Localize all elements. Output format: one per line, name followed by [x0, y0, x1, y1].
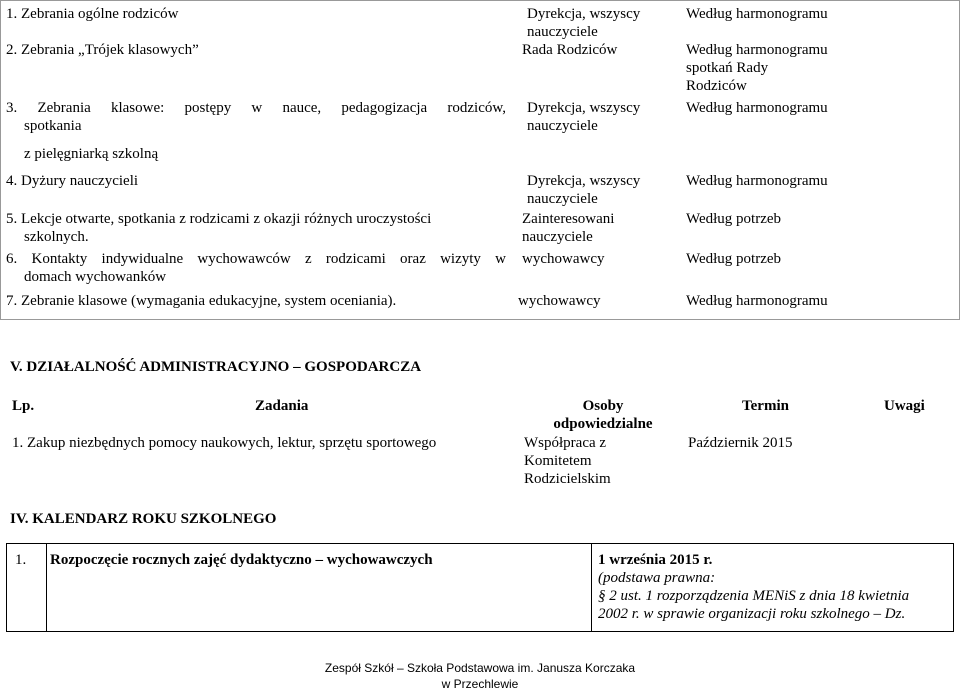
- table-row-7-term: Według harmonogramu: [686, 293, 828, 309]
- table-row-2-task: 2. Zebrania „Trójek klasowych”: [6, 42, 199, 58]
- table-row-6-term: Według potrzeb: [686, 251, 782, 267]
- table-row-3-task: 3. Zebrania klasowe: postępy w nauce, pedagogizacja rodziców,: [6, 100, 506, 116]
- footer-line-1: Zespół Szkół – Szkoła Podstawowa im. Janusza Korczaka: [324, 661, 636, 675]
- section-iv-heading: IV. KALENDARZ ROKU SZKOLNEGO: [10, 511, 277, 527]
- table-row-2-term-3: Rodziców: [686, 78, 747, 94]
- table-border-bottom: [0, 319, 960, 320]
- column-header-term: Termin: [742, 398, 789, 414]
- column-header-responsible: [528, 397, 678, 433]
- table-row-4-resp: Dyrekcja, wszyscy: [527, 173, 641, 189]
- table-row-2-term: Według harmonogramu: [686, 42, 828, 58]
- table-row-4-resp-2: nauczyciele: [527, 191, 598, 207]
- calendar-border-left: [6, 543, 7, 632]
- column-header-responsible-line-1: Osoby: [582, 398, 624, 414]
- table-row-1-resp: Dyrekcja, wszyscy: [527, 6, 641, 22]
- column-header-lp: Lp.: [12, 398, 35, 414]
- footer-line-2: w Przechlewie: [441, 677, 519, 691]
- calendar-row-event: Rozpoczęcie rocznych zajęć dydaktyczno – wychowawczych: [50, 552, 433, 568]
- table-row-6-task: 6. Kontakty indywidualne wychowawców z rodzicami oraz wizyty w: [6, 251, 506, 267]
- calendar-border-bottom: [6, 631, 954, 632]
- table-row-term: Październik 2015: [688, 435, 793, 451]
- calendar-row-note-1: (podstawa prawna:: [598, 570, 716, 586]
- table-row-5-task: 5. Lekcje otwarte, spotkania z rodzicami z okazji różnych uroczystości: [6, 211, 432, 227]
- table-row-3-term: Według harmonogramu: [686, 100, 828, 116]
- table-row-7-task: 7. Zebranie klasowe (wymagania edukacyjne, system oceniania).: [6, 293, 397, 309]
- table-row-4-term: Według harmonogramu: [686, 173, 828, 189]
- table-row-6-task-2: domach wychowanków: [24, 269, 167, 285]
- calendar-row-date: 1 września 2015 r.: [598, 552, 713, 568]
- table-row-3-resp: Dyrekcja, wszyscy: [527, 100, 641, 116]
- column-header-tasks: Zadania: [255, 398, 309, 414]
- table-row-task: 1. Zakup niezbędnych pomocy naukowych, lektur, sprzętu sportowego: [12, 435, 437, 451]
- table-row-4-task: 4. Dyżury nauczycieli: [6, 173, 139, 189]
- calendar-row-note-3: 2002 r. w sprawie organizacji roku szkolnego – Dz.: [598, 606, 906, 622]
- calendar-column-divider-2: [591, 543, 592, 632]
- table-row-resp-line-2: Komitetem: [524, 453, 592, 469]
- table-border-top: [0, 0, 960, 1]
- table-row-2-resp: Rada Rodziców: [522, 42, 618, 58]
- table-row-2-term-2: spotkań Rady: [686, 60, 769, 76]
- column-header-notes: Uwagi: [884, 398, 925, 414]
- column-header-responsible-line-2: odpowiedzialne: [553, 416, 653, 432]
- calendar-column-divider-1: [46, 543, 47, 632]
- table-row-5-task-2: szkolnych.: [24, 229, 89, 245]
- table-row-1-term: Według harmonogramu: [686, 6, 828, 22]
- table-row-resp: [524, 434, 611, 488]
- table-row-resp-line-1: Współpraca z: [524, 435, 607, 451]
- table-border-left: [0, 0, 1, 320]
- table-row-3-resp-2: nauczyciele: [527, 118, 598, 134]
- table-row-5-term: Według potrzeb: [686, 211, 782, 227]
- table-row-3-task-2: spotkania: [24, 118, 82, 134]
- table-row-1-resp-2: nauczyciele: [527, 24, 598, 40]
- table-row-3-task-3: z pielęgniarką szkolną: [24, 146, 159, 162]
- table-row-7-resp: wychowawcy: [518, 293, 601, 309]
- section-v-heading: V. DZIAŁALNOŚĆ ADMINISTRACYJNO – GOSPODARCZA: [10, 359, 422, 375]
- page-footer: [0, 660, 960, 692]
- table-row-1-task: 1. Zebrania ogólne rodziców: [6, 6, 179, 22]
- calendar-row-note-2: § 2 ust. 1 rozporządzenia MENiS z dnia 18 kwietnia: [598, 588, 910, 604]
- table-row-6-resp: wychowawcy: [522, 251, 605, 267]
- table-row-5-resp: Zainteresowani: [522, 211, 615, 227]
- calendar-row-number: 1.: [15, 552, 27, 568]
- table-row-5-resp-2: nauczyciele: [522, 229, 593, 245]
- table-row-resp-line-3: Rodzicielskim: [524, 471, 611, 487]
- calendar-border-top: [6, 543, 954, 544]
- calendar-border-right: [953, 543, 954, 632]
